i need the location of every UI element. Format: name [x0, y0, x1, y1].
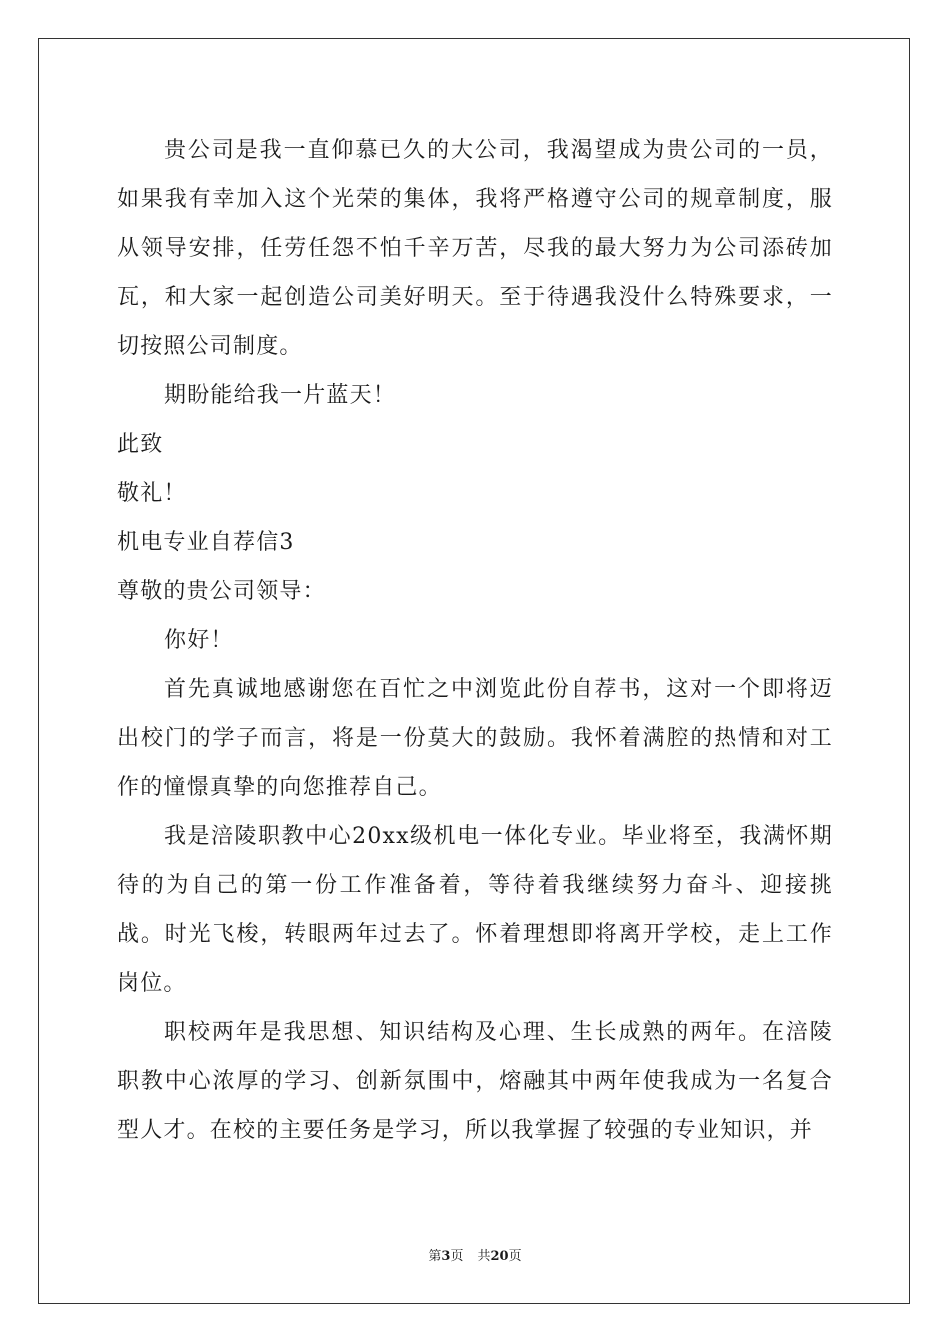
closing-salutation: 此致: [117, 432, 164, 457]
paragraph-school-years: 职校两年是我思想、知识结构及心理、生长成熟的两年。在涪陵职教中心浓厚的学习、创新氛围中，熔融其中两年使我成为一名复合型人才。在校的主要任务是学习，所以我掌握了较强的专业知识，并: [117, 1020, 833, 1143]
closing-regards: 敬礼！: [117, 481, 187, 506]
total-pages: 20: [490, 1249, 509, 1264]
total-prefix: 共: [477, 1249, 491, 1264]
letter-recipient: 尊敬的贵公司领导：: [117, 579, 326, 604]
letter-greeting: 你好！: [164, 628, 234, 653]
page-prefix: 第: [428, 1249, 442, 1264]
document-body: [117, 126, 833, 1155]
paragraph-hope: 期盼能给我一片蓝天！: [164, 383, 397, 408]
letter-title: 机电专业自荐信3: [117, 530, 295, 555]
page-unit: 页: [450, 1249, 464, 1264]
paragraph-thanks: 首先真诚地感谢您在百忙之中浏览此份自荐书，这对一个即将迈出校门的学子而言，将是一份莫大的鼓励。我怀着满腔的热情和对工作的憧憬真挚的向您推荐自己。: [117, 677, 833, 800]
page-footer: [0, 1247, 950, 1267]
total-unit: 页: [508, 1249, 522, 1264]
paragraph-introduction: 我是涪陵职教中心20xx级机电一体化专业。毕业将至，我满怀期待的为自己的第一份工作准备着，等待着我继续努力奋斗、迎接挑战。时光飞梭，转眼两年过去了。怀着理想即将离开学校，走上工作岗位。: [117, 824, 833, 996]
paragraph-company-aspiration: 贵公司是我一直仰慕已久的大公司，我渴望成为贵公司的一员，如果我有幸加入这个光荣的集体，我将严格遵守公司的规章制度，服从领导安排，任劳任怨不怕千辛万苦，尽我的最大努力为公司添砖加瓦，和大家一起创造公司美好明天。至于待遇我没什么特殊要求，一切按照公司制度。: [117, 138, 833, 359]
page-current: 3: [441, 1249, 451, 1264]
